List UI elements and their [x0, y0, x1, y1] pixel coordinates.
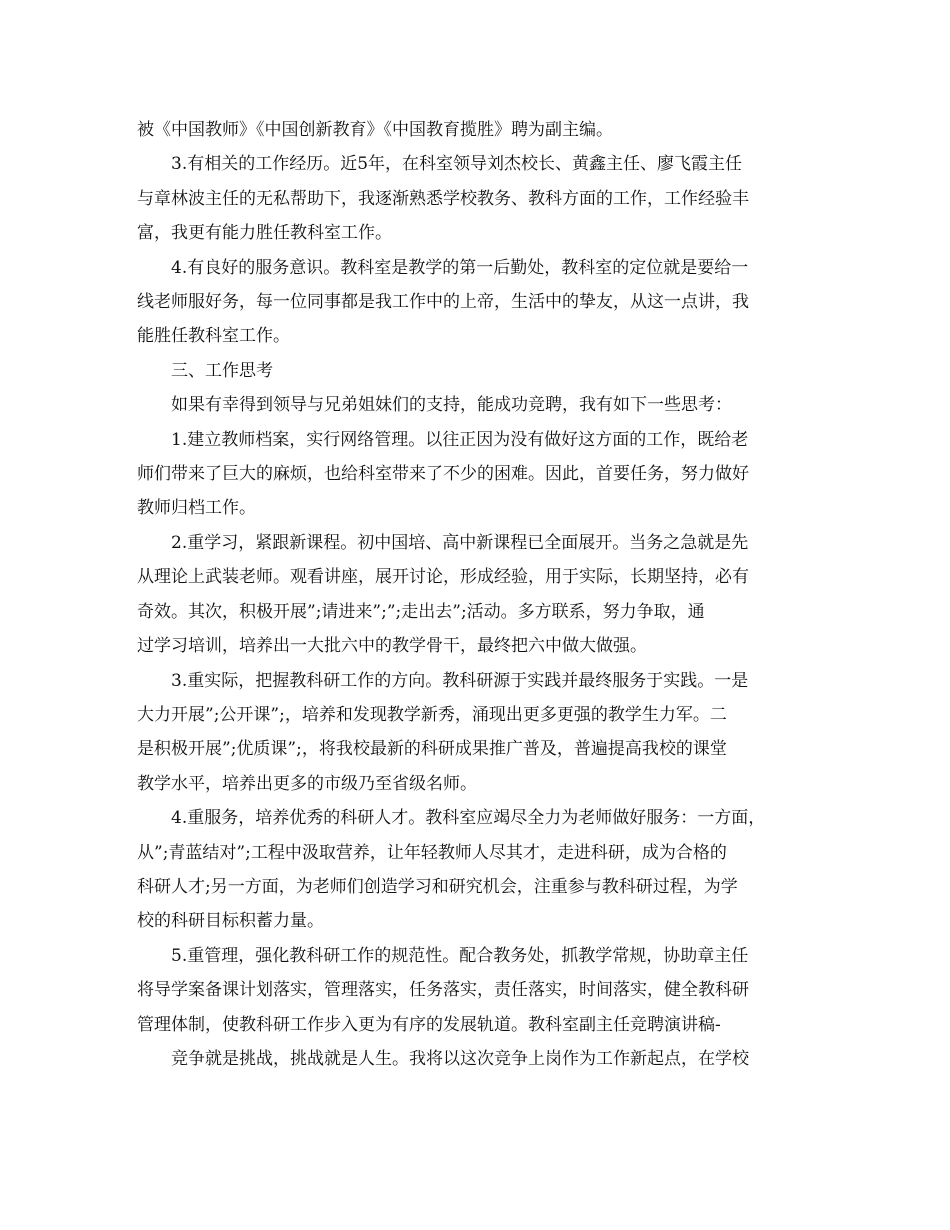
section-heading-work-thoughts: 三、工作思考 — [171, 360, 273, 381]
paragraph-thoughts-intro: 如果有幸得到领导与兄弟姐妹们的支持，能成功竞聘，我有如下一些思考： — [171, 395, 732, 416]
paragraph-study-new-curriculum: 2.重学习，紧跟新课程。初中国培、高中新课程已全面展开。当务之急就是先 从理论上武装老师。观看讲座，展开讨论，形成经验，用于实际，长期坚持，必有 奇效。其次，积极开展”;请进来”;”;走出去”;活动。多方联系，努力争取，通 过学习培训，培养出一大批六中的教学骨干，最终把六中做大做强。 — [137, 532, 749, 657]
paragraph-work-experience: 3.有相关的工作经历。近5年，在科室领导刘杰校长、黄鑫主任、廖飞霞主任 与章林波主任的无私帮助下，我逐渐熟悉学校教务、教科方面的工作，工作经验丰 富，我更有能力胜任教科室工作。 — [137, 154, 749, 244]
paragraph-teacher-archives: 1.建立教师档案，实行网络管理。以往正因为没有做好这方面的工作，既给老 师们带来了巨大的麻烦，也给科室带来了不少的困难。因此，首要任务，努力做好 教师归档工作。 — [137, 429, 749, 519]
paragraph-service-talent: 4.重服务，培养优秀的科研人才。教科室应竭尽全力为老师做好服务：一方面， 从”;青蓝结对”;工程中汲取营养，让年轻教师人尽其才，走进科研，成为合格的 科研人才;另一方面，为老师们创造学习和研究机会，注重参与教科研过程，为学 校的科研目标积蓄力量。 — [137, 808, 766, 932]
paragraph-management-standards: 5.重管理，强化教科研工作的规范性。配合教务处，抓教学常规，协助章主任 将导学案备课计划落实，管理落实，任务落实，责任落实，时间落实，健全教科研 管理体制，使教科研工作步入更为有序的发展轨道。教科室副主任竞聘演讲稿- — [137, 945, 749, 1035]
paragraph-service-awareness: 4.有良好的服务意识。教科室是教学的第一后勤处，教科室的定位就是要给一 线老师服好务，每一位同事都是我工作中的上帝，生活中的挚友，从这一点讲，我 能胜任教科室工作。 — [137, 257, 749, 347]
document-page — [137, 113, 827, 1076]
paragraph-practice-direction: 3.重实际，把握教科研工作的方向。教科研源于实践并最终服务于实践。一是 大力开展”;公开课”;，培养和发现教学新秀，涌现出更多更强的教学生力军。二 是积极开展”;优质课”;，将我校最新的科研成果推广普及，普遍提高我校的课堂 教学水平，培养出更多的市级乃至省级名师。 — [137, 670, 749, 794]
paragraph-competition-challenge: 竞争就是挑战，挑战就是人生。我将以这次竞争上岗作为工作新起点，在学校 — [171, 1048, 749, 1069]
paragraph-editor-appointment: 被《中国教师》《中国创新教育》《中国教育揽胜》聘为副主编。 — [137, 120, 613, 140]
